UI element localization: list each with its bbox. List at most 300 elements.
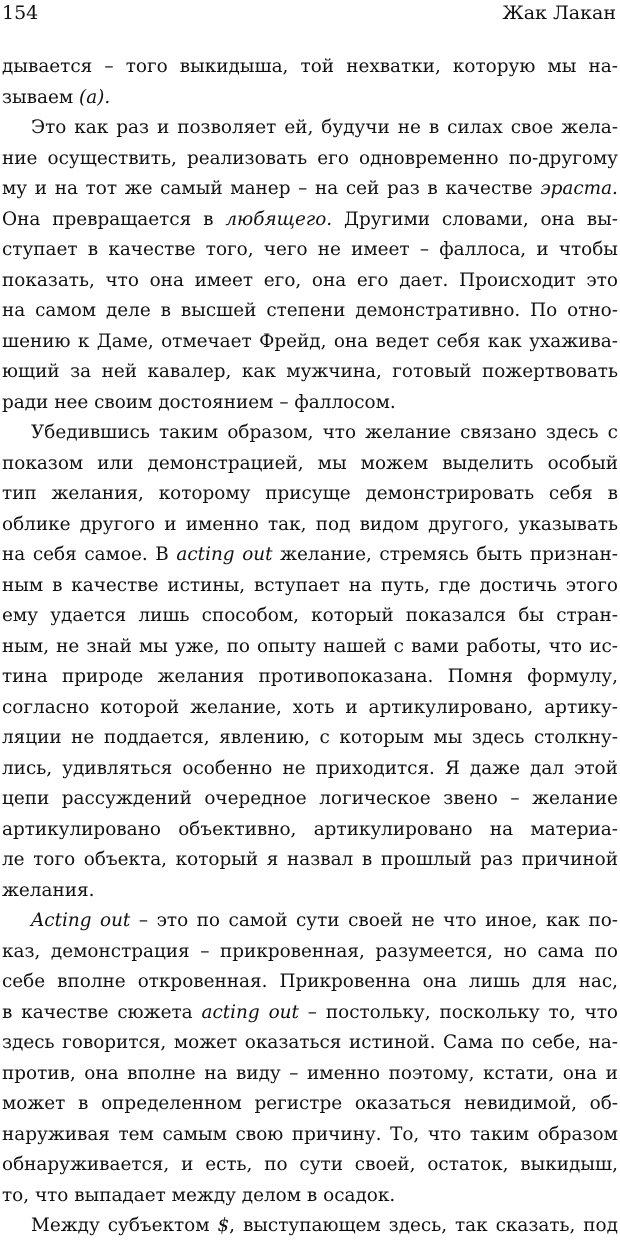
roman-text: позволяет: [177, 117, 277, 138]
text-word: [100, 693, 179, 724]
roman-text: как: [74, 117, 109, 138]
roman-text: чего: [263, 239, 308, 260]
roman-text: может: [2, 1093, 66, 1114]
roman-text: артику-: [544, 696, 618, 718]
roman-text: оказаться: [244, 1032, 342, 1053]
roman-text: словами,: [441, 208, 529, 230]
text-word: [311, 601, 393, 632]
text-word: [62, 754, 172, 785]
text-word: [355, 1089, 452, 1120]
text-word: [423, 967, 457, 998]
roman-text: виду: [235, 1062, 281, 1084]
roman-text: другого: [79, 513, 156, 535]
roman-text: на-: [588, 56, 618, 77]
roman-text: ухажива-: [529, 330, 618, 352]
text-word: [86, 632, 132, 663]
roman-text: где: [438, 574, 471, 596]
text-word: [116, 113, 149, 144]
roman-text: желания,: [51, 483, 144, 504]
roman-text: которую: [452, 56, 536, 77]
roman-text: выделить: [442, 452, 534, 474]
roman-text: как: [545, 910, 580, 931]
text-word: [2, 967, 45, 998]
italic-text: Acting: [31, 910, 92, 931]
text-word: [2, 632, 49, 663]
text-word: [282, 754, 305, 785]
roman-text: мы: [433, 727, 463, 748]
italic-text: out: [268, 1001, 299, 1023]
roman-text: она: [333, 330, 369, 352]
roman-text: присуще: [265, 483, 351, 504]
text-word: [195, 266, 254, 297]
text-word: [178, 815, 296, 846]
text-word: [606, 1059, 618, 1090]
text-word: [428, 1120, 461, 1151]
roman-text: деле: [105, 300, 151, 321]
roman-text: сути: [299, 1154, 343, 1175]
roman-text: образом: [537, 1123, 618, 1145]
text-word: [429, 113, 439, 144]
text-line: [2, 479, 618, 510]
roman-text: ле: [2, 849, 25, 870]
text-word: [220, 937, 365, 968]
running-header: [2, 2, 616, 32]
roman-text: стремясь: [379, 544, 469, 565]
roman-text: своей,: [354, 1154, 416, 1175]
text-word: [119, 1120, 154, 1151]
roman-text: нехватки,: [346, 56, 441, 77]
roman-text: же: [124, 178, 153, 199]
roman-text: на: [314, 178, 339, 199]
roman-text: артикулировано,: [368, 696, 534, 718]
text-word: [204, 784, 306, 815]
text-line: [2, 632, 618, 663]
text-word: [445, 754, 460, 785]
text-word: [2, 357, 60, 388]
text-line: [2, 144, 618, 175]
roman-text: в: [607, 483, 618, 504]
roman-text: поэтому,: [388, 1062, 475, 1084]
text-word: [544, 693, 618, 724]
text-word: [229, 906, 288, 937]
text-word: [323, 418, 356, 449]
text-word: [482, 357, 618, 388]
text-word: [159, 418, 218, 449]
text-word: [138, 601, 189, 632]
text-word: [181, 296, 257, 327]
roman-text: на: [348, 574, 372, 596]
text-word: [2, 998, 12, 1029]
text-word: [490, 815, 513, 846]
roman-text: сама: [537, 940, 585, 962]
text-word: [84, 845, 167, 876]
text-word: [536, 235, 548, 266]
roman-text: истины,: [167, 574, 246, 596]
text-word: [264, 235, 308, 266]
roman-text: Фрейд,: [259, 330, 327, 352]
roman-text: столкну-: [533, 727, 618, 748]
text-word: [257, 632, 316, 663]
roman-text: и: [164, 513, 177, 535]
text-word: [147, 357, 231, 388]
text-word: [268, 510, 306, 541]
text-word: [365, 479, 534, 510]
body-text: [2, 52, 618, 1242]
roman-text: она: [422, 971, 457, 992]
text-line: [2, 693, 618, 724]
text-word: [78, 1089, 88, 1120]
text-word: [320, 723, 330, 754]
roman-text: показался: [405, 605, 507, 626]
roman-text: своей: [348, 910, 403, 931]
text-line: [2, 1211, 618, 1242]
roman-text: против,: [2, 1062, 76, 1084]
text-word: [318, 449, 347, 480]
text-word: [126, 52, 168, 83]
roman-text: будучи: [321, 117, 390, 138]
roman-text: По: [530, 300, 558, 321]
italic-text: acting: [201, 1001, 260, 1023]
text-word: [245, 1028, 342, 1059]
text-word: [406, 601, 506, 632]
roman-text: можем: [360, 452, 429, 474]
text-word: [158, 662, 245, 693]
roman-text: на-: [588, 1032, 618, 1053]
roman-text: по-другому: [508, 147, 618, 169]
text-line: [2, 571, 618, 602]
text-word: [538, 1120, 618, 1151]
roman-text: она: [311, 269, 347, 291]
text-word: [427, 174, 437, 205]
roman-text: поддается,: [103, 727, 210, 748]
text-word: [180, 52, 289, 83]
roman-text: прошлый: [380, 849, 472, 870]
roman-text: Даме,: [96, 330, 154, 352]
text-word: [556, 601, 618, 632]
roman-text: указывать: [518, 513, 618, 535]
roman-text: к: [77, 330, 90, 352]
roman-text: дал: [530, 757, 565, 779]
text-word: [361, 449, 428, 480]
roman-text: даже: [469, 757, 520, 779]
roman-text: кстати,: [483, 1062, 555, 1084]
roman-text: ступает: [2, 239, 78, 260]
text-word: [88, 235, 98, 266]
text-word: [108, 1211, 210, 1242]
roman-text: говорится,: [62, 1032, 167, 1053]
roman-text: субъектом: [107, 1215, 210, 1236]
text-word: выпадает: [74, 1184, 166, 1206]
text-word: [549, 998, 576, 1029]
text-word: [2, 723, 62, 754]
text-line: [2, 937, 618, 968]
roman-text: связано: [460, 422, 537, 443]
roman-text: уже,: [175, 635, 220, 657]
roman-text: невидимой,: [464, 1093, 577, 1114]
text-word: [530, 296, 557, 327]
roman-text: демонстрация: [50, 940, 190, 962]
text-word: [206, 235, 254, 266]
roman-text: природе: [61, 666, 144, 687]
roman-text: образом,: [227, 422, 314, 443]
roman-text: самый: [160, 178, 223, 199]
text-word: [197, 906, 220, 937]
text-word: [480, 571, 557, 602]
text-word: [349, 1028, 435, 1059]
roman-text: и: [181, 1154, 194, 1175]
roman-text: истиной.: [349, 1032, 436, 1053]
roman-text: качестве: [71, 574, 159, 596]
text-word: осадок.: [323, 1184, 396, 1206]
text-word: [102, 357, 137, 388]
text-word: [227, 632, 250, 663]
roman-text: Другими: [344, 208, 431, 230]
text-word: [344, 205, 430, 236]
text-word: [159, 479, 251, 510]
text-word: [588, 906, 618, 937]
roman-text: прикровенная,: [220, 940, 365, 962]
text-word: [469, 967, 520, 998]
text-word: [448, 662, 513, 693]
text-word: [51, 479, 143, 510]
roman-text: свою: [235, 1123, 284, 1145]
roman-text: артикулировано: [2, 818, 161, 840]
roman-text: здесь: [545, 422, 599, 443]
text-word: [264, 1150, 287, 1181]
roman-text: –: [298, 178, 308, 199]
text-word: [567, 296, 618, 327]
roman-text: на: [489, 818, 514, 840]
text-line: [2, 449, 618, 480]
text-word: [2, 1150, 169, 1181]
roman-text: качестве: [21, 1001, 109, 1023]
roman-text: по-: [588, 910, 618, 931]
text-word: желания.: [2, 879, 95, 901]
roman-text: –: [138, 910, 149, 931]
text-word: [357, 266, 389, 297]
roman-text: раз: [386, 178, 420, 199]
roman-text: жела-: [561, 117, 618, 138]
roman-text: мы: [547, 56, 577, 77]
text-line: [2, 83, 618, 114]
roman-text: объекта,: [83, 849, 168, 870]
roman-text: или: [97, 452, 134, 474]
text-word: [488, 327, 522, 358]
text-word: [71, 571, 158, 602]
text-word: [219, 723, 310, 754]
roman-text: с: [319, 727, 330, 748]
text-word: [217, 1211, 235, 1242]
text-word: [155, 540, 169, 571]
text-word: фаллосом.: [294, 391, 396, 413]
roman-text: она: [562, 1062, 598, 1084]
text-word: [483, 1059, 554, 1090]
roman-text: шению: [2, 330, 71, 352]
text-line: [2, 540, 618, 571]
text-line: [2, 510, 618, 541]
text-word: [161, 327, 252, 358]
roman-text: в: [361, 849, 373, 870]
roman-text: лишь: [138, 605, 190, 626]
roman-text: фаллоса,: [439, 239, 527, 260]
text-word: [160, 174, 222, 205]
roman-text: этой: [574, 757, 618, 779]
text-word: [538, 937, 585, 968]
roman-text: имеет: [194, 269, 254, 291]
text-word: [86, 174, 117, 205]
text-word: [376, 327, 430, 358]
text-word: [2, 296, 25, 327]
text-word: [433, 723, 462, 754]
roman-text: она: [540, 208, 575, 230]
roman-text: на: [2, 544, 26, 565]
text-word: [254, 1089, 342, 1120]
roman-text: я: [266, 849, 279, 870]
text-word: [321, 113, 389, 144]
roman-text: здесь: [2, 1032, 55, 1053]
text-word: [316, 510, 351, 541]
text-word: [21, 998, 108, 1029]
roman-text: особый: [547, 452, 618, 474]
roman-text: разумеется,: [375, 940, 493, 962]
text-word: [176, 540, 234, 571]
roman-text: желание,: [280, 544, 372, 565]
roman-text: именно: [307, 1062, 381, 1084]
text-word: [428, 510, 509, 541]
text-word: [286, 357, 382, 388]
text-word: [398, 113, 421, 144]
italic-text: эраста.: [540, 178, 618, 199]
roman-text: желание,: [190, 696, 282, 718]
text-word: [236, 1059, 281, 1090]
text-word: [138, 967, 268, 998]
roman-text: что: [584, 1001, 618, 1023]
text-line: [2, 113, 618, 144]
text-word: [259, 327, 326, 358]
text-line: [2, 205, 618, 236]
roman-text: может: [173, 1032, 238, 1053]
text-word: [2, 235, 78, 266]
roman-text: ,: [229, 1215, 236, 1236]
text-word: [547, 52, 576, 83]
text-word: [437, 327, 481, 358]
text-word: [259, 662, 434, 693]
text-word: [608, 479, 618, 510]
running-head-author: Жак Лакан: [502, 2, 616, 24]
text-word: [299, 1150, 343, 1181]
roman-text: вполне: [57, 971, 126, 992]
roman-text: ным: [2, 574, 44, 596]
roman-text: которым: [339, 727, 424, 748]
text-word: [595, 937, 618, 968]
text-word: [445, 174, 532, 205]
roman-text: и: [34, 178, 48, 199]
text-word: [203, 205, 213, 236]
roman-text: Между: [31, 1215, 100, 1236]
text-word: [546, 418, 599, 449]
roman-text: она: [84, 1062, 119, 1084]
text-word: [589, 632, 618, 663]
text-line: [2, 723, 618, 754]
roman-text: постольку,: [325, 1001, 431, 1023]
roman-text: желания: [157, 666, 245, 687]
roman-text: свое: [510, 117, 554, 138]
roman-text: превращается: [52, 208, 192, 230]
text-word: [470, 754, 520, 785]
text-word: [365, 418, 451, 449]
italic-text: acting: [176, 544, 235, 565]
text-word: [392, 357, 471, 388]
text-word: [2, 144, 37, 175]
roman-text: не: [317, 239, 341, 260]
text-word: [345, 693, 357, 724]
roman-text: это: [156, 910, 189, 931]
roman-text: и: [536, 239, 549, 260]
text-word: [587, 205, 618, 236]
roman-text: того: [125, 56, 168, 77]
roman-text: ис-: [589, 635, 618, 657]
text-word: ради: [2, 391, 49, 413]
roman-text: лишь: [468, 971, 520, 992]
roman-text: рассуждений: [61, 788, 192, 809]
text-word: [453, 52, 535, 83]
roman-text: формулу,: [527, 666, 618, 687]
roman-text: раз: [116, 117, 149, 138]
text-word: [559, 235, 618, 266]
text-word: [227, 418, 313, 449]
text-word: [459, 266, 576, 297]
text-word: [287, 845, 353, 876]
text-line: [2, 296, 618, 327]
text-word: [541, 205, 575, 236]
roman-text: самое.: [84, 544, 148, 565]
roman-text: ней: [101, 361, 137, 382]
text-word: [175, 632, 219, 663]
roman-text: не: [411, 910, 435, 931]
text-word: [48, 144, 177, 175]
roman-text: ным,: [2, 635, 50, 657]
text-word: то,: [2, 1184, 30, 1206]
roman-text: здесь,: [388, 1215, 448, 1236]
roman-text: в: [87, 239, 99, 260]
text-word: [57, 967, 126, 998]
text-word: [439, 235, 526, 266]
roman-text: цепи: [2, 788, 50, 809]
text-word: [585, 998, 618, 1029]
text-word: [2, 815, 161, 846]
text-word: [2, 1120, 110, 1151]
roman-text: самом: [35, 300, 97, 321]
text-line: [2, 784, 618, 815]
roman-text: желание: [365, 422, 452, 443]
roman-text: другого,: [428, 513, 510, 535]
text-word: [55, 174, 78, 205]
roman-text: есть,: [205, 1154, 253, 1175]
text-word: [480, 845, 513, 876]
roman-text: что: [322, 422, 357, 443]
text-word: [549, 632, 582, 663]
roman-text: того,: [205, 239, 254, 260]
text-word: [447, 113, 503, 144]
text-line: [2, 1059, 618, 1090]
text-word: [586, 266, 618, 297]
roman-text: высшей: [180, 300, 257, 321]
roman-text: с: [393, 635, 404, 657]
text-word: [485, 906, 537, 937]
roman-text: который: [311, 605, 394, 626]
text-word: [104, 52, 113, 83]
roman-text: в: [52, 574, 63, 596]
